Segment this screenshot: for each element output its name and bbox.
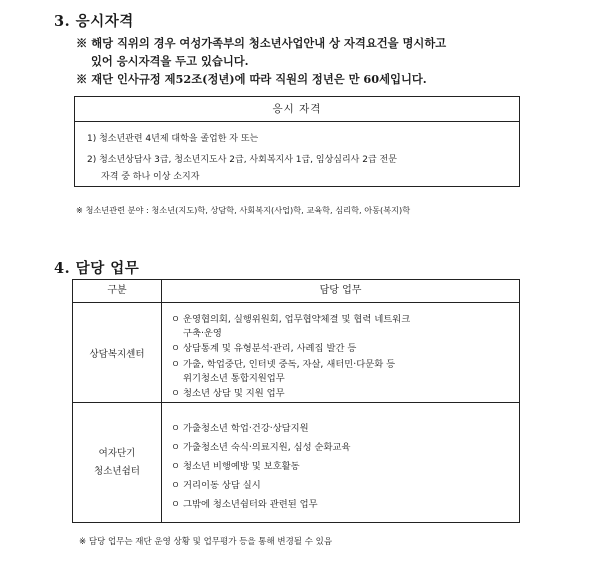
section3-note-1-cont: 있어 응시자격을 두고 있습니다. xyxy=(91,54,249,68)
section3-footnote: ※ 청소년관련 분야 : 청소년(지도)학, 상담학, 사회복지(사업)학, 교육학, 심리학, 아동(복지)학 xyxy=(76,205,411,215)
duty-item: ㅇ 가출청소년 숙식·의료지원, 심성 순화교육 xyxy=(171,439,350,453)
bullet-icon: ㅇ xyxy=(171,388,180,399)
division-label: 여자단기 xyxy=(98,448,136,459)
section4-footnote: ※ 담당 업무는 재단 운영 상황 및 업무평가 등을 통해 변경될 수 있음 xyxy=(79,537,333,547)
qualification-box xyxy=(74,96,520,187)
duties-table xyxy=(72,279,520,523)
bullet-icon: ㅇ xyxy=(171,314,180,325)
bullet-icon: ㅇ xyxy=(171,442,180,453)
qualification-item-1: 1) 청소년관련 4년제 대학을 졸업한 자 또는 xyxy=(87,134,259,144)
duty-item: ㅇ 가출, 학업중단, 인터넷 중독, 자살, 새터민·다문화 등 xyxy=(171,356,395,370)
table-row xyxy=(73,403,519,522)
duty-item: ㅇ 거리이동 상담 실시 xyxy=(171,477,261,491)
duties-table-header xyxy=(73,280,519,303)
section3-note-1: ※ 해당 직위의 경우 여성가족부의 청소년사업안내 상 자격요건을 명시하고 xyxy=(76,36,447,50)
header-division: 구분 xyxy=(73,280,162,302)
division-cell xyxy=(73,403,162,522)
duty-item: ㅇ 상담통계 및 유형분석·관리, 사례집 발간 등 xyxy=(171,340,356,354)
bullet-icon: ㅇ xyxy=(171,423,180,434)
header-duties: 담당 업무 xyxy=(319,285,362,296)
bullet-icon: ㅇ xyxy=(171,499,180,510)
table-row xyxy=(73,303,519,403)
bullet-icon: ㅇ xyxy=(171,480,180,491)
duty-item-cont: 구축·운영 xyxy=(183,328,222,339)
qualification-item-2: 2) 청소년상담사 3급, 청소년지도사 2급, 사회복지사 1급, 임상심리사 2급 전문 xyxy=(87,155,397,165)
division-cell xyxy=(73,303,162,402)
section3-heading: 3. 응시자격 xyxy=(54,13,134,30)
duty-item-cont: 위기청소년 통합지원업무 xyxy=(183,373,285,384)
bullet-icon: ㅇ xyxy=(171,359,180,370)
qualification-item-2-cont: 자격 중 하나 이상 소지자 xyxy=(101,172,200,182)
qualification-box-title: 응시 자격 xyxy=(75,97,519,122)
duty-item: ㅇ 가출청소년 학업·건강·상담지원 xyxy=(171,420,309,434)
bullet-icon: ㅇ xyxy=(171,461,180,472)
division-label: 청소년쉼터 xyxy=(94,466,140,477)
duty-item: ㅇ 청소년 상담 및 지원 업무 xyxy=(171,385,285,399)
duty-item: ㅇ 청소년 비행예방 및 보호활동 xyxy=(171,458,300,472)
duty-item: ㅇ 운영협의회, 실행위원회, 업무협약체결 및 협력 네트워크 xyxy=(171,311,410,325)
duty-item: ㅇ 그밖에 청소년쉼터와 관련된 업무 xyxy=(171,496,318,510)
division-label: 상담복지센터 xyxy=(89,349,145,360)
section4-heading: 4. 담당 업무 xyxy=(54,260,140,277)
bullet-icon: ㅇ xyxy=(171,343,180,354)
section3-note-2: ※ 재단 인사규정 제52조(정년)에 따라 직원의 정년은 만 60세입니다. xyxy=(76,72,427,86)
